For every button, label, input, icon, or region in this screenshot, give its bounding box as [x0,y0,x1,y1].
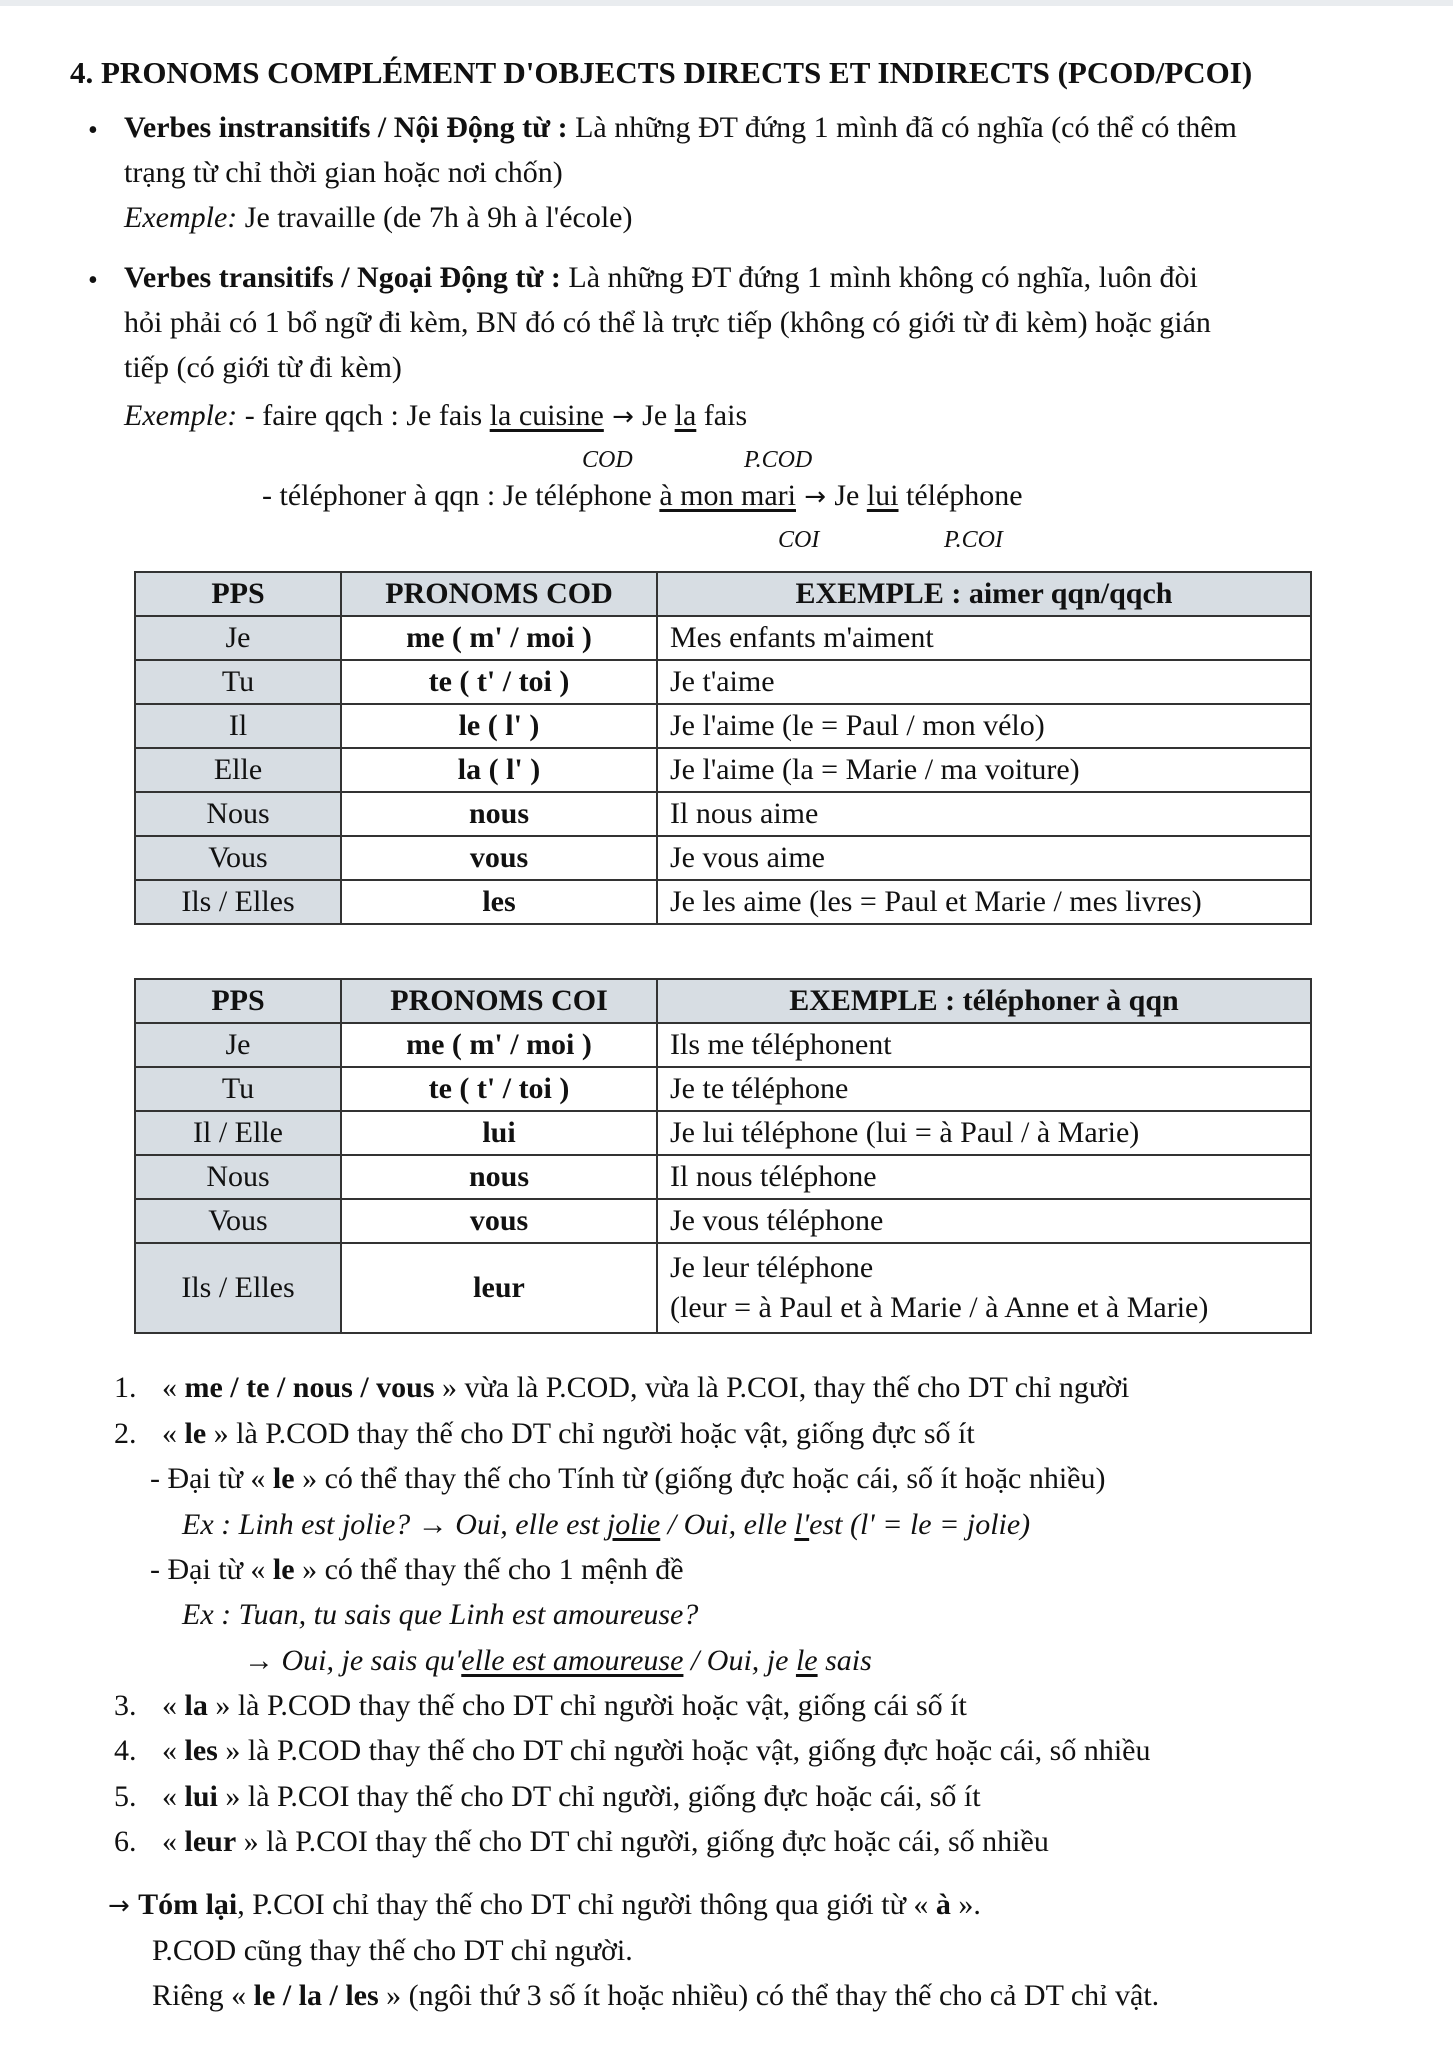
example1-res-post: fais [696,399,748,432]
note-4 [162,1728,1150,1773]
note-bold: leur [184,1825,237,1858]
cell-pps: Vous [135,1199,341,1243]
note-2b-example2 [244,1638,872,1683]
table-row [135,792,1311,836]
cell-pronom: nous [341,1155,657,1199]
example2-pronoun: lui [866,479,899,512]
table-row [135,1155,1311,1199]
transitifs-line2: hỏi phải có 1 bổ ngữ đi kèm, BN đó có thể là trực tiếp (không có giới từ đi kèm) hoặc gián [124,306,1211,339]
note-pre: « [162,1825,185,1858]
note-pre: « [162,1734,185,1767]
summary-line1 [108,1882,981,1929]
note-bold: le [272,1462,295,1495]
cell-pps: Tu [135,1067,341,1111]
example-post: est (l' = le = jolie) [809,1508,1031,1541]
example-mid: / Oui, je [683,1644,796,1677]
table-row [135,1111,1311,1155]
intransitifs-example [124,195,632,240]
summary-text: Riêng « [152,1979,254,2012]
table-row [135,1023,1311,1067]
arrow-icon: → [108,1891,139,1921]
note-bold: me / te / nous / vous [184,1371,435,1404]
transitifs-line1 [124,255,1198,300]
bullet-transitifs: • [88,265,98,296]
note-1 [162,1365,1129,1410]
cell-exemple: Mes enfants m'aiment [657,616,1311,660]
note-3 [162,1683,967,1728]
cell-pronom: te ( t' / toi ) [341,1067,657,1111]
table-row [135,1067,1311,1111]
summary-text: » (ngôi thứ 3 số ít hoặc nhiều) có thể thay thế cho cả DT chỉ vật. [378,1979,1160,2012]
summary-text: ». [950,1888,981,1921]
cell-exemple: Je vous aime [657,836,1311,880]
example-pre: Ex : Linh est jolie? → Oui, elle est [182,1508,607,1541]
header-pronoms: PRONOMS COI [341,979,657,1023]
example2-object: à mon mari [659,479,796,512]
label-coi: COI [778,527,820,553]
cell-pronom: nous [341,792,657,836]
cell-pps: Elle [135,748,341,792]
cell-pps: Il / Elle [135,1111,341,1155]
example2-res-pre: Je [834,479,867,512]
header-exemple: EXEMPLE : téléphoner à qqn [657,979,1311,1023]
example1-object: la cuisine [489,399,604,432]
cell-exemple: Je te téléphone [657,1067,1311,1111]
intransitifs-line2: trạng từ chỉ thời gian hoặc nơi chốn) [124,156,563,189]
table-row [135,748,1311,792]
note-post: » là P.COD thay thế cho DT chỉ người hoặc vật, giống cái số ít [207,1689,967,1722]
intransitifs-line1 [124,105,1237,150]
cell-pronom: vous [341,1199,657,1243]
cell-exemple: Il nous téléphone [657,1155,1311,1199]
header-exemple: EXEMPLE : aimer qqn/qqch [657,572,1311,616]
note-bold: le [272,1553,295,1586]
note-number: 2. [114,1417,137,1450]
cell-pps: Vous [135,836,341,880]
bullet-intransitifs: • [88,115,98,146]
note-2b-example1: Ex : Tuan, tu sais que Linh est amoureuse? [182,1598,699,1631]
label-pcod: P.COD [744,447,813,473]
note-pre: « [162,1780,185,1813]
note-2a [150,1456,1105,1501]
table-coi [134,978,1312,1334]
cell-exemple: Ils me téléphonent [657,1023,1311,1067]
example-post: sais [817,1644,872,1677]
cell-pronom: me ( m' / moi ) [341,616,657,660]
intransitifs-head: Verbes instransitifs / Nội Động từ : [124,111,568,144]
note-number: 3. [114,1689,137,1722]
note-2 [162,1411,975,1456]
summary-text: , P.COI chỉ thay thế cho DT chỉ người thông qua giới từ « [237,1888,936,1921]
table-row [135,704,1311,748]
cell-exemple: Je lui téléphone (lui = à Paul / à Marie) [657,1111,1311,1155]
note-post: » là P.COI thay thế cho DT chỉ người, giống đực hoặc cái, số ít [217,1780,981,1813]
summary-bold: à [935,1888,951,1921]
cell-pronom: la ( l' ) [341,748,657,792]
note-pre: « [162,1371,185,1404]
cell-pps: Je [135,616,341,660]
table-cod [134,571,1312,925]
cell-pronom: vous [341,836,657,880]
note-pre: « [162,1689,185,1722]
note-number: 5. [114,1780,137,1813]
note-post: » vừa là P.COD, vừa là P.COI, thay thế cho DT chỉ người [434,1371,1130,1404]
note-pre: « [162,1417,185,1450]
cell-exemple: Je t'aime [657,660,1311,704]
example1-pronoun: la [674,399,697,432]
note-post: » có thể thay thế cho Tính từ (giống đực hoặc cái, số ít hoặc nhiều) [294,1462,1106,1495]
example1-pre: - faire qqch : Je fais [237,399,490,432]
note-bold: lui [184,1780,218,1813]
table-header-row [135,979,1311,1023]
example-text: Je travaille (de 7h à 9h à l'école) [237,201,633,234]
cell-exemple: Il nous aime [657,792,1311,836]
note-5 [162,1774,981,1819]
intransitifs-text1: Là những ĐT đứng 1 mình đã có nghĩa (có thể có thêm [567,111,1237,144]
note-2a-example [182,1502,1030,1547]
cell-pronom: me ( m' / moi ) [341,1023,657,1067]
note-bold: la [184,1689,208,1722]
example-mid: / Oui, elle [660,1508,795,1541]
cell-pps: Je [135,1023,341,1067]
cell-pps: Nous [135,1155,341,1199]
cell-exemple: Je l'aime (la = Marie / ma voiture) [657,748,1311,792]
transitifs-example2 [262,473,1023,520]
cell-pronom: leur [341,1243,657,1333]
table-row [135,660,1311,704]
table-row [135,616,1311,660]
note-post: » có thể thay thế cho 1 mệnh đề [294,1553,684,1586]
table-row [135,1243,1311,1333]
header-pps: PPS [135,572,341,616]
cell-pronom: le ( l' ) [341,704,657,748]
note-number: 4. [114,1734,137,1767]
transitifs-head: Verbes transitifs / Ngoại Động từ : [124,261,561,294]
note-bold: le [184,1417,207,1450]
header-pronoms: PRONOMS COD [341,572,657,616]
note-pre: - Đại từ « [150,1553,273,1586]
note-post: » là P.COD thay thế cho DT chỉ người hoặc vật, giống đực hoặc cái, số nhiều [217,1734,1151,1767]
cell-pps: Il [135,704,341,748]
example-label: Exemple: [124,399,238,432]
note-bold: les [184,1734,218,1767]
header-pps: PPS [135,979,341,1023]
note-pre: - Đại từ « [150,1462,273,1495]
example-pre: → Oui, je sais qu' [244,1644,462,1677]
cell-pronom: les [341,880,657,924]
top-bar [0,0,1453,6]
note-post: » là P.COD thay thế cho DT chỉ người hoặc vật, giống đực số ít [206,1417,975,1450]
summary-line3 [152,1973,1159,2018]
transitifs-text1: Là những ĐT đứng 1 mình không có nghĩa, luôn đòi [560,261,1198,294]
note-post: » là P.COI thay thế cho DT chỉ người, giống đực hoặc cái, số nhiều [236,1825,1049,1858]
note-number: 6. [114,1825,137,1858]
cell-exemple: Je l'aime (le = Paul / mon vélo) [657,704,1311,748]
example-underline: l' [794,1508,810,1541]
cell-exemple-line1: Je leur téléphone [670,1251,874,1284]
transitifs-line3: tiếp (có giới từ đi kèm) [124,351,402,384]
table-row [135,880,1311,924]
cell-pps: Ils / Elles [135,880,341,924]
transitifs-example1 [124,393,747,440]
arrow-icon: → [796,482,835,512]
table-row [135,1199,1311,1243]
table-row [135,836,1311,880]
example2-pre: - téléphoner à qqn : Je téléphone [262,479,660,512]
example-underline: jolie [606,1508,661,1541]
note-6 [162,1819,1049,1864]
example2-res-post: téléphone [898,479,1023,512]
cell-pronom: lui [341,1111,657,1155]
label-pcoi: P.COI [944,527,1003,553]
section-title: 4. PRONOMS COMPLÉMENT D'OBJECTS DIRECTS ET INDIRECTS (PCOD/PCOI) [70,55,1253,90]
note-number: 1. [114,1371,137,1404]
example-underline: elle est amoureuse [461,1644,684,1677]
cell-pps: Nous [135,792,341,836]
example1-res-pre: Je [642,399,675,432]
cell-exemple [657,1243,1311,1333]
summary-line2: P.COD cũng thay thế cho DT chỉ người. [152,1934,633,1967]
label-cod: COD [582,447,633,473]
summary-bold: le / la / les [253,1979,379,2012]
cell-pronom: te ( t' / toi ) [341,660,657,704]
example-underline: le [795,1644,818,1677]
arrow-icon: → [603,402,643,432]
note-2b [150,1547,684,1592]
example-label: Exemple: [124,201,238,234]
cell-pps: Tu [135,660,341,704]
cell-exemple: Je vous téléphone [657,1199,1311,1243]
cell-exemple-line2: (leur = à Paul et à Marie / à Anne et à Marie) [670,1291,1209,1324]
summary-bold: Tóm lại [138,1888,238,1921]
cell-pps: Ils / Elles [135,1243,341,1333]
cell-exemple: Je les aime (les = Paul et Marie / mes livres) [657,880,1311,924]
table-header-row [135,572,1311,616]
